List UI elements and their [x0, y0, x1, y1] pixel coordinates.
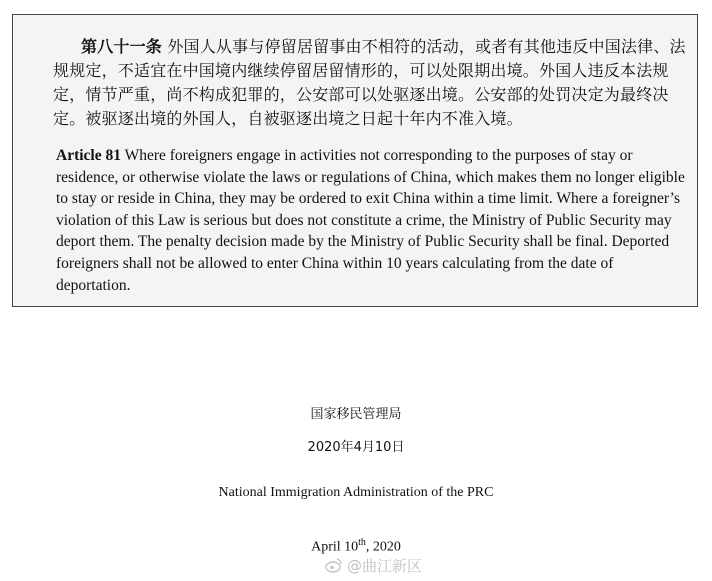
signature-en-date-suffix: th: [358, 537, 366, 548]
article-en-number: Article 81: [56, 147, 121, 164]
signature-en-date: [0, 537, 712, 556]
weibo-icon: [325, 557, 343, 573]
article-cn-number: 第八十一条: [81, 37, 163, 56]
article-en-paragraph: [56, 145, 688, 296]
signature-en-date-month: April 10: [311, 539, 359, 555]
signature-cn-org: 国家移民管理局: [310, 407, 402, 422]
signature-cn-date: 2020年4月10日: [307, 440, 405, 455]
watermark-text: @曲江新区: [347, 556, 423, 575]
watermark: [325, 554, 435, 576]
article-en-text: Where foreigners engage in activities not corresponding to the purposes of stay or residence, or otherwise violate the laws or regulations of China, which makes them no longer eligible to stay or reside in China, they may be ordered to exit China within a time limit. Where a foreigner’s violation of this Law is serious but does not constitute a crime, the Ministry of Public Security may deport them. The penalty decision made by the Ministry of Public Security shall be final. Deported foreigners shall not be allowed to enter China within 10 years calculating from the date of deportation.: [56, 147, 685, 294]
article-cn-paragraph: [53, 35, 693, 131]
article-box: [12, 14, 698, 307]
signature-en-date-year: , 2020: [365, 539, 401, 555]
signature-en-org: National Immigration Administration of the PRC: [218, 485, 494, 500]
article-cn-text: 外国人从事与停留居留事由不相符的活动，或者有其他违反中国法律、法规规定，不适宜在中国境内继续停留居留情形的，可以处限期出境。外国人违反本法规定，情节严重，尚不构成犯罪的，公安部可以处驱逐出境。公安部的处罚决定为最终决定。被驱逐出境的外国人，自被驱逐出境之日起十年内不准入境。: [53, 37, 686, 128]
